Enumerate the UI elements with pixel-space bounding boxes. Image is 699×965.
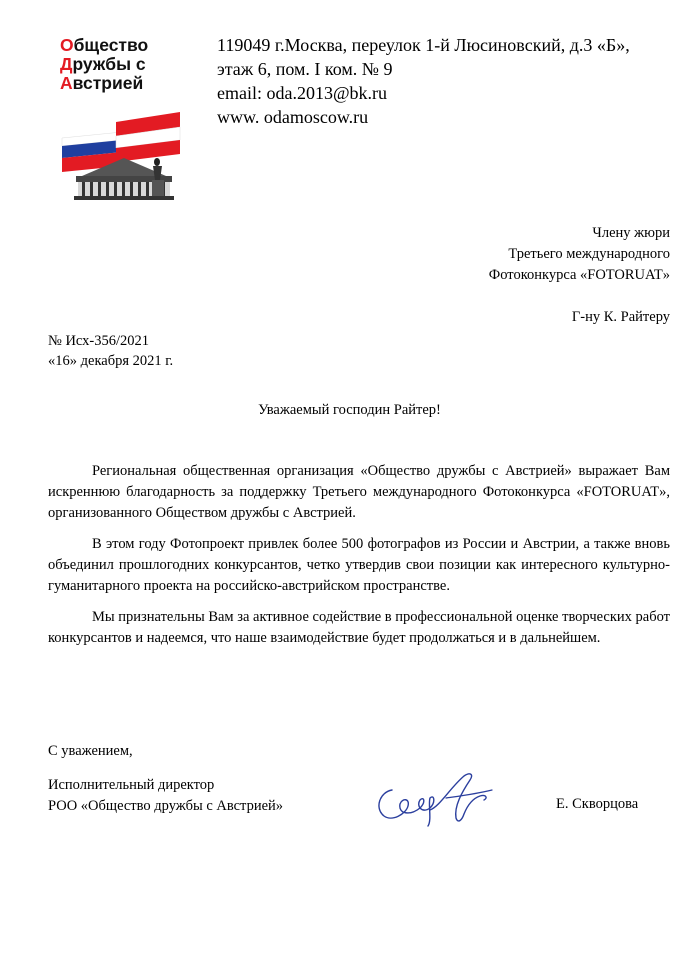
email-text: email: oda.2013@bk.ru [217,83,388,103]
logo-line-3: Австрией [60,73,144,93]
closing-text: С уважением, [48,743,133,759]
document-reference [48,331,173,371]
logo-line-2: Дружбы с [60,54,146,74]
document-number: № Исх-356/2021 [48,333,150,349]
signatory-name: Е. Скворцова [556,796,639,812]
website-text: www. odamoscow.ru [217,107,369,127]
salutation: Уважаемый господин Райтер! [258,402,441,418]
signatory-title-line-1: Исполнительный директор [48,777,215,793]
document-date: «16» декабря 2021 г. [48,353,174,369]
signatory-title-line-2: РОО «Общество дружбы с Австрией» [48,798,284,814]
logo-line-1: Общество [60,35,149,55]
letter-body [48,461,670,659]
letterhead-contacts [217,33,630,129]
addressee-line-1: Члену жюри [592,225,670,241]
address-line-2: этаж 6, пом. I ком. № 9 [217,59,393,79]
addressee-line-3: Фотоконкурса «FOTORUAT» [488,267,670,283]
organization-logo [52,30,187,200]
logo-flags-theatre-icon [52,30,187,200]
signatory-title [48,775,283,817]
body-paragraph-3: Мы признательны Вам за активное содействие в профессиональной оценке творческих работ конкурсантов и надеемся, что наше взаимодействие будет продолжаться и в дальнейшем. [48,609,670,646]
addressee-block [489,223,670,328]
addressee-line-2: Третьего международного [508,246,670,262]
address-line-1: 119049 г.Москва, переулок 1-й Люсиновский, д.3 «Б», [217,35,630,55]
body-paragraph-2: В этом году Фотопроект привлек более 500 фотографов из России и Австрии, а также вновь объединил прошлогодних конкурсантов, четко утвердив свои позиции как интересного культурно-гуманитарного проекта на российско-австрийском пространстве. [48,536,670,594]
handwritten-signature [370,768,500,828]
addressee-person: Г-ну К. Райтеру [571,309,670,325]
body-paragraph-1: Региональная общественная организация «Общество дружбы с Австрией» выражает Вам искреннюю благодарность за поддержку Третьего международного Фотоконкурса «FOTORUAT», организованного Обществом дружбы с Австрией. [48,463,670,521]
